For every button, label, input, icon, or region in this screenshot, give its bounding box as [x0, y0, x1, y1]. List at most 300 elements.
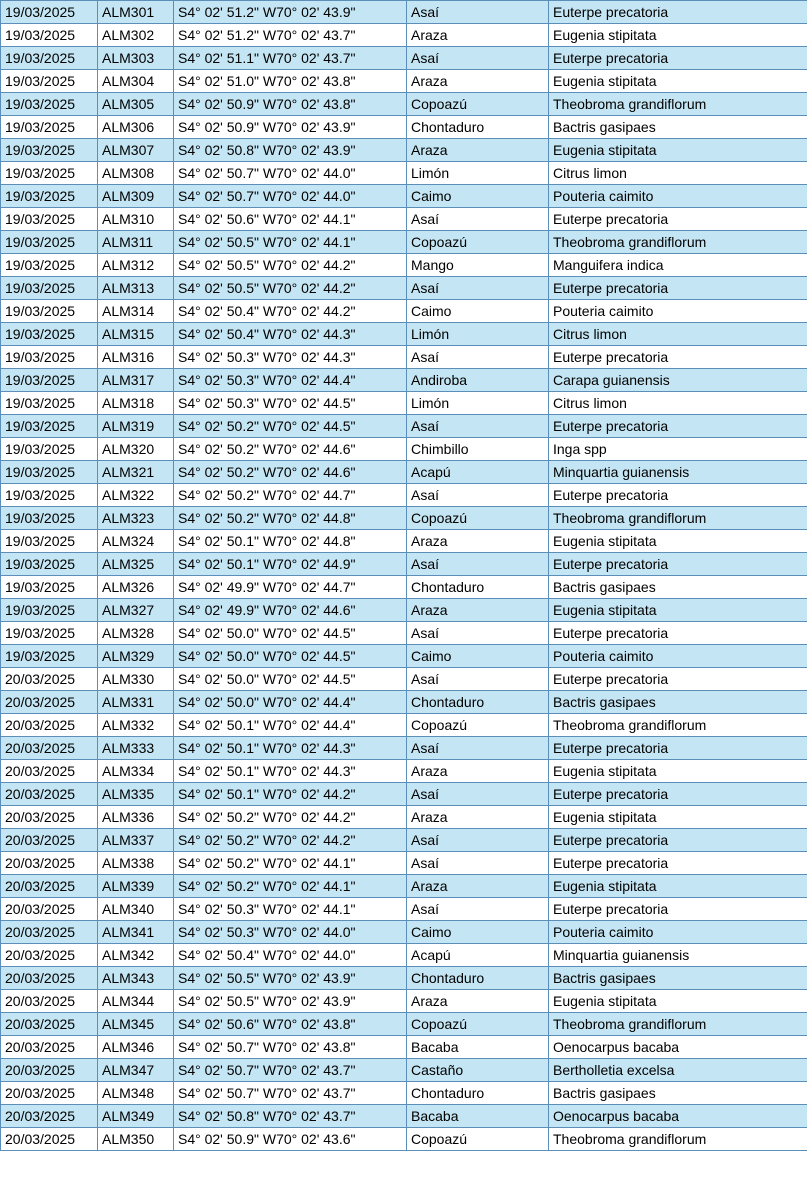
date-cell[interactable]: 20/03/2025	[1, 668, 98, 691]
tree-code-cell[interactable]: ALM302	[98, 24, 174, 47]
table-row	[1, 990, 807, 1013]
tree-code-cell[interactable]: ALM332	[98, 714, 174, 737]
tree-code-cell[interactable]: ALM342	[98, 944, 174, 967]
common-name-cell[interactable]: Bacaba	[407, 1036, 549, 1059]
scientific-name-cell[interactable]: Theobroma grandiflorum	[549, 231, 807, 254]
date-cell[interactable]: 19/03/2025	[1, 70, 98, 93]
common-name-cell[interactable]: Caimo	[407, 921, 549, 944]
tree-code-cell[interactable]: ALM317	[98, 369, 174, 392]
common-name-cell[interactable]: Araza	[407, 990, 549, 1013]
coordinates-cell[interactable]: S4° 02' 50.3" W70° 02' 44.5"	[174, 392, 407, 415]
common-name-cell[interactable]: Bacaba	[407, 1105, 549, 1128]
coordinates-cell[interactable]: S4° 02' 50.8" W70° 02' 43.9"	[174, 139, 407, 162]
scientific-name-cell[interactable]: Carapa guianensis	[549, 369, 807, 392]
coordinates-cell[interactable]: S4° 02' 50.2" W70° 02' 44.2"	[174, 829, 407, 852]
date-cell[interactable]: 20/03/2025	[1, 967, 98, 990]
common-name-cell[interactable]: Asaí	[407, 898, 549, 921]
tree-code-cell[interactable]: ALM325	[98, 553, 174, 576]
common-name-cell[interactable]: Araza	[407, 760, 549, 783]
scientific-name-cell[interactable]: Pouteria caimito	[549, 645, 807, 668]
common-name-cell[interactable]: Chontaduro	[407, 576, 549, 599]
scientific-name-cell[interactable]: Inga spp	[549, 438, 807, 461]
date-cell[interactable]: 19/03/2025	[1, 1, 98, 24]
table-row	[1, 484, 807, 507]
date-cell[interactable]: 19/03/2025	[1, 484, 98, 507]
date-cell[interactable]: 19/03/2025	[1, 93, 98, 116]
date-cell[interactable]: 19/03/2025	[1, 461, 98, 484]
table-body	[1, 1, 807, 1151]
scientific-name-cell[interactable]: Euterpe precatoria	[549, 484, 807, 507]
table-row	[1, 622, 807, 645]
date-cell[interactable]: 20/03/2025	[1, 875, 98, 898]
common-name-cell[interactable]: Acapú	[407, 461, 549, 484]
coordinates-cell[interactable]: S4° 02' 49.9" W70° 02' 44.7"	[174, 576, 407, 599]
scientific-name-cell[interactable]: Eugenia stipitata	[549, 139, 807, 162]
scientific-name-cell[interactable]: Citrus limon	[549, 323, 807, 346]
scientific-name-cell[interactable]: Euterpe precatoria	[549, 415, 807, 438]
scientific-name-cell[interactable]: Minquartia guianensis	[549, 944, 807, 967]
common-name-cell[interactable]: Andiroba	[407, 369, 549, 392]
table-row	[1, 967, 807, 990]
tree-code-cell[interactable]: ALM333	[98, 737, 174, 760]
scientific-name-cell[interactable]: Theobroma grandiflorum	[549, 93, 807, 116]
common-name-cell[interactable]: Asaí	[407, 1, 549, 24]
scientific-name-cell[interactable]: Euterpe precatoria	[549, 277, 807, 300]
date-cell[interactable]: 19/03/2025	[1, 254, 98, 277]
coordinates-cell[interactable]: S4° 02' 50.3" W70° 02' 44.3"	[174, 346, 407, 369]
common-name-cell[interactable]: Araza	[407, 139, 549, 162]
scientific-name-cell[interactable]: Pouteria caimito	[549, 921, 807, 944]
tree-code-cell[interactable]: ALM324	[98, 530, 174, 553]
date-cell[interactable]: 20/03/2025	[1, 1059, 98, 1082]
common-name-cell[interactable]: Chontaduro	[407, 691, 549, 714]
table-row	[1, 300, 807, 323]
coordinates-cell[interactable]: S4° 02' 50.4" W70° 02' 44.2"	[174, 300, 407, 323]
common-name-cell[interactable]: Copoazú	[407, 93, 549, 116]
common-name-cell[interactable]: Araza	[407, 24, 549, 47]
scientific-name-cell[interactable]: Citrus limon	[549, 162, 807, 185]
tree-code-cell[interactable]: ALM320	[98, 438, 174, 461]
common-name-cell[interactable]: Asaí	[407, 622, 549, 645]
coordinates-cell[interactable]: S4° 02' 50.0" W70° 02' 44.5"	[174, 668, 407, 691]
common-name-cell[interactable]: Chontaduro	[407, 967, 549, 990]
tree-code-cell[interactable]: ALM329	[98, 645, 174, 668]
scientific-name-cell[interactable]: Eugenia stipitata	[549, 760, 807, 783]
date-cell[interactable]: 20/03/2025	[1, 691, 98, 714]
date-cell[interactable]: 20/03/2025	[1, 1105, 98, 1128]
common-name-cell[interactable]: Chontaduro	[407, 1082, 549, 1105]
scientific-name-cell[interactable]: Bactris gasipaes	[549, 1082, 807, 1105]
tree-code-cell[interactable]: ALM335	[98, 783, 174, 806]
coordinates-cell[interactable]: S4° 02' 50.9" W70° 02' 43.6"	[174, 1128, 407, 1151]
table-row	[1, 47, 807, 70]
common-name-cell[interactable]: Araza	[407, 530, 549, 553]
common-name-cell[interactable]: Caimo	[407, 645, 549, 668]
coordinates-cell[interactable]: S4° 02' 50.0" W70° 02' 44.4"	[174, 691, 407, 714]
scientific-name-cell[interactable]: Eugenia stipitata	[549, 599, 807, 622]
tree-code-cell[interactable]: ALM307	[98, 139, 174, 162]
tree-code-cell[interactable]: ALM348	[98, 1082, 174, 1105]
common-name-cell[interactable]: Asaí	[407, 668, 549, 691]
coordinates-cell[interactable]: S4° 02' 50.6" W70° 02' 43.8"	[174, 1013, 407, 1036]
common-name-cell[interactable]: Chontaduro	[407, 116, 549, 139]
table-row	[1, 898, 807, 921]
date-cell[interactable]: 20/03/2025	[1, 714, 98, 737]
scientific-name-cell[interactable]: Euterpe precatoria	[549, 553, 807, 576]
date-cell[interactable]: 19/03/2025	[1, 369, 98, 392]
coordinates-cell[interactable]: S4° 02' 50.2" W70° 02' 44.8"	[174, 507, 407, 530]
tree-code-cell[interactable]: ALM345	[98, 1013, 174, 1036]
scientific-name-cell[interactable]: Euterpe precatoria	[549, 346, 807, 369]
table-row	[1, 277, 807, 300]
scientific-name-cell[interactable]: Minquartia guianensis	[549, 461, 807, 484]
table-row	[1, 576, 807, 599]
common-name-cell[interactable]: Asaí	[407, 47, 549, 70]
coordinates-cell[interactable]: S4° 02' 50.1" W70° 02' 44.8"	[174, 530, 407, 553]
date-cell[interactable]: 19/03/2025	[1, 599, 98, 622]
date-cell[interactable]: 20/03/2025	[1, 852, 98, 875]
coordinates-cell[interactable]: S4° 02' 50.6" W70° 02' 44.1"	[174, 208, 407, 231]
tree-code-cell[interactable]: ALM312	[98, 254, 174, 277]
tree-code-cell[interactable]: ALM334	[98, 760, 174, 783]
coordinates-cell[interactable]: S4° 02' 50.2" W70° 02' 44.6"	[174, 461, 407, 484]
coordinates-cell[interactable]: S4° 02' 50.5" W70° 02' 43.9"	[174, 990, 407, 1013]
date-cell[interactable]: 19/03/2025	[1, 346, 98, 369]
table-row	[1, 139, 807, 162]
tree-code-cell[interactable]: ALM313	[98, 277, 174, 300]
coordinates-cell[interactable]: S4° 02' 49.9" W70° 02' 44.6"	[174, 599, 407, 622]
table-row	[1, 1036, 807, 1059]
scientific-name-cell[interactable]: Euterpe precatoria	[549, 737, 807, 760]
tree-code-cell[interactable]: ALM309	[98, 185, 174, 208]
coordinates-cell[interactable]: S4° 02' 50.2" W70° 02' 44.2"	[174, 806, 407, 829]
table-row	[1, 1059, 807, 1082]
common-name-cell[interactable]: Araza	[407, 70, 549, 93]
common-name-cell[interactable]: Limón	[407, 162, 549, 185]
coordinates-cell[interactable]: S4° 02' 50.5" W70° 02' 43.9"	[174, 967, 407, 990]
date-cell[interactable]: 19/03/2025	[1, 415, 98, 438]
date-cell[interactable]: 19/03/2025	[1, 645, 98, 668]
scientific-name-cell[interactable]: Eugenia stipitata	[549, 875, 807, 898]
table-row	[1, 944, 807, 967]
date-cell[interactable]: 19/03/2025	[1, 231, 98, 254]
date-cell[interactable]: 19/03/2025	[1, 323, 98, 346]
coordinates-cell[interactable]: S4° 02' 50.7" W70° 02' 43.7"	[174, 1082, 407, 1105]
coordinates-cell[interactable]: S4° 02' 50.2" W70° 02' 44.6"	[174, 438, 407, 461]
tree-code-cell[interactable]: ALM346	[98, 1036, 174, 1059]
tree-code-cell[interactable]: ALM301	[98, 1, 174, 24]
coordinates-cell[interactable]: S4° 02' 50.7" W70° 02' 43.8"	[174, 1036, 407, 1059]
table-row	[1, 691, 807, 714]
scientific-name-cell[interactable]: Eugenia stipitata	[549, 24, 807, 47]
scientific-name-cell[interactable]: Eugenia stipitata	[549, 70, 807, 93]
table-row	[1, 1128, 807, 1151]
scientific-name-cell[interactable]: Manguifera indica	[549, 254, 807, 277]
common-name-cell[interactable]: Asaí	[407, 553, 549, 576]
common-name-cell[interactable]: Mango	[407, 254, 549, 277]
scientific-name-cell[interactable]: Bactris gasipaes	[549, 576, 807, 599]
scientific-name-cell[interactable]: Theobroma grandiflorum	[549, 1128, 807, 1151]
date-cell[interactable]: 19/03/2025	[1, 139, 98, 162]
tree-code-cell[interactable]: ALM344	[98, 990, 174, 1013]
date-cell[interactable]: 20/03/2025	[1, 737, 98, 760]
table-row	[1, 461, 807, 484]
scientific-name-cell[interactable]: Euterpe precatoria	[549, 898, 807, 921]
date-cell[interactable]: 19/03/2025	[1, 438, 98, 461]
date-cell[interactable]: 20/03/2025	[1, 806, 98, 829]
coordinates-cell[interactable]: S4° 02' 50.7" W70° 02' 43.7"	[174, 1059, 407, 1082]
tree-code-cell[interactable]: ALM350	[98, 1128, 174, 1151]
table-row	[1, 392, 807, 415]
tree-code-cell[interactable]: ALM321	[98, 461, 174, 484]
table-row	[1, 70, 807, 93]
date-cell[interactable]: 20/03/2025	[1, 1082, 98, 1105]
common-name-cell[interactable]: Caimo	[407, 300, 549, 323]
scientific-name-cell[interactable]: Euterpe precatoria	[549, 829, 807, 852]
coordinates-cell[interactable]: S4° 02' 51.2" W70° 02' 43.9"	[174, 1, 407, 24]
date-cell[interactable]: 19/03/2025	[1, 24, 98, 47]
date-cell[interactable]: 19/03/2025	[1, 553, 98, 576]
common-name-cell[interactable]: Copoazú	[407, 507, 549, 530]
common-name-cell[interactable]: Asaí	[407, 484, 549, 507]
date-cell[interactable]: 19/03/2025	[1, 185, 98, 208]
tree-code-cell[interactable]: ALM322	[98, 484, 174, 507]
tree-code-cell[interactable]: ALM341	[98, 921, 174, 944]
table-row	[1, 185, 807, 208]
table-row	[1, 760, 807, 783]
scientific-name-cell[interactable]: Bactris gasipaes	[549, 967, 807, 990]
common-name-cell[interactable]: Asaí	[407, 783, 549, 806]
table-row	[1, 323, 807, 346]
scientific-name-cell[interactable]: Euterpe precatoria	[549, 47, 807, 70]
coordinates-cell[interactable]: S4° 02' 50.9" W70° 02' 43.8"	[174, 93, 407, 116]
coordinates-cell[interactable]: S4° 02' 50.7" W70° 02' 44.0"	[174, 185, 407, 208]
date-cell[interactable]: 19/03/2025	[1, 300, 98, 323]
coordinates-cell[interactable]: S4° 02' 50.1" W70° 02' 44.9"	[174, 553, 407, 576]
tree-code-cell[interactable]: ALM327	[98, 599, 174, 622]
table-row	[1, 737, 807, 760]
date-cell[interactable]: 19/03/2025	[1, 530, 98, 553]
tree-code-cell[interactable]: ALM316	[98, 346, 174, 369]
tree-code-cell[interactable]: ALM349	[98, 1105, 174, 1128]
coordinates-cell[interactable]: S4° 02' 50.8" W70° 02' 43.7"	[174, 1105, 407, 1128]
table-row	[1, 231, 807, 254]
table-row	[1, 415, 807, 438]
tree-code-cell[interactable]: ALM337	[98, 829, 174, 852]
table-row	[1, 530, 807, 553]
coordinates-cell[interactable]: S4° 02' 50.2" W70° 02' 44.1"	[174, 875, 407, 898]
tree-code-cell[interactable]: ALM303	[98, 47, 174, 70]
common-name-cell[interactable]: Asaí	[407, 737, 549, 760]
common-name-cell[interactable]: Limón	[407, 392, 549, 415]
common-name-cell[interactable]: Asaí	[407, 208, 549, 231]
common-name-cell[interactable]: Araza	[407, 875, 549, 898]
table-row	[1, 438, 807, 461]
common-name-cell[interactable]: Limón	[407, 323, 549, 346]
common-name-cell[interactable]: Chimbillo	[407, 438, 549, 461]
scientific-name-cell[interactable]: Theobroma grandiflorum	[549, 714, 807, 737]
scientific-name-cell[interactable]: Oenocarpus bacaba	[549, 1036, 807, 1059]
coordinates-cell[interactable]: S4° 02' 50.2" W70° 02' 44.1"	[174, 852, 407, 875]
date-cell[interactable]: 19/03/2025	[1, 392, 98, 415]
tree-code-cell[interactable]: ALM304	[98, 70, 174, 93]
scientific-name-cell[interactable]: Euterpe precatoria	[549, 783, 807, 806]
coordinates-cell[interactable]: S4° 02' 50.3" W70° 02' 44.0"	[174, 921, 407, 944]
table-row	[1, 875, 807, 898]
date-cell[interactable]: 19/03/2025	[1, 47, 98, 70]
date-cell[interactable]: 20/03/2025	[1, 921, 98, 944]
table-row	[1, 806, 807, 829]
date-cell[interactable]: 19/03/2025	[1, 208, 98, 231]
common-name-cell[interactable]: Asaí	[407, 415, 549, 438]
date-cell[interactable]: 19/03/2025	[1, 116, 98, 139]
table-row	[1, 921, 807, 944]
tree-code-cell[interactable]: ALM328	[98, 622, 174, 645]
tree-code-cell[interactable]: ALM323	[98, 507, 174, 530]
table-row	[1, 254, 807, 277]
scientific-name-cell[interactable]: Eugenia stipitata	[549, 990, 807, 1013]
scientific-name-cell[interactable]: Bactris gasipaes	[549, 691, 807, 714]
table-row	[1, 645, 807, 668]
coordinates-cell[interactable]: S4° 02' 50.3" W70° 02' 44.1"	[174, 898, 407, 921]
coordinates-cell[interactable]: S4° 02' 50.7" W70° 02' 44.0"	[174, 162, 407, 185]
scientific-name-cell[interactable]: Bactris gasipaes	[549, 116, 807, 139]
date-cell[interactable]: 20/03/2025	[1, 1036, 98, 1059]
coordinates-cell[interactable]: S4° 02' 50.0" W70° 02' 44.5"	[174, 622, 407, 645]
tree-code-cell[interactable]: ALM311	[98, 231, 174, 254]
table-row	[1, 553, 807, 576]
tree-code-cell[interactable]: ALM336	[98, 806, 174, 829]
table-row	[1, 599, 807, 622]
table-row	[1, 507, 807, 530]
coordinates-cell[interactable]: S4° 02' 50.5" W70° 02' 44.2"	[174, 277, 407, 300]
coordinates-cell[interactable]: S4° 02' 50.1" W70° 02' 44.4"	[174, 714, 407, 737]
coordinates-cell[interactable]: S4° 02' 50.1" W70° 02' 44.3"	[174, 760, 407, 783]
tree-code-cell[interactable]: ALM306	[98, 116, 174, 139]
common-name-cell[interactable]: Acapú	[407, 944, 549, 967]
date-cell[interactable]: 20/03/2025	[1, 783, 98, 806]
coordinates-cell[interactable]: S4° 02' 50.1" W70° 02' 44.3"	[174, 737, 407, 760]
table-row	[1, 1, 807, 24]
table-row	[1, 162, 807, 185]
scientific-name-cell[interactable]: Eugenia stipitata	[549, 530, 807, 553]
common-name-cell[interactable]: Araza	[407, 806, 549, 829]
date-cell[interactable]: 19/03/2025	[1, 507, 98, 530]
common-name-cell[interactable]: Copoazú	[407, 1013, 549, 1036]
scientific-name-cell[interactable]: Pouteria caimito	[549, 185, 807, 208]
tree-code-cell[interactable]: ALM347	[98, 1059, 174, 1082]
coordinates-cell[interactable]: S4° 02' 51.1" W70° 02' 43.7"	[174, 47, 407, 70]
tree-code-cell[interactable]: ALM340	[98, 898, 174, 921]
tree-code-cell[interactable]: ALM314	[98, 300, 174, 323]
scientific-name-cell[interactable]: Euterpe precatoria	[549, 668, 807, 691]
coordinates-cell[interactable]: S4° 02' 50.2" W70° 02' 44.5"	[174, 415, 407, 438]
table-row	[1, 24, 807, 47]
table-row	[1, 829, 807, 852]
table-row	[1, 668, 807, 691]
tree-code-cell[interactable]: ALM308	[98, 162, 174, 185]
table-row	[1, 346, 807, 369]
coordinates-cell[interactable]: S4° 02' 50.5" W70° 02' 44.2"	[174, 254, 407, 277]
common-name-cell[interactable]: Asaí	[407, 829, 549, 852]
date-cell[interactable]: 20/03/2025	[1, 829, 98, 852]
tree-code-cell[interactable]: ALM330	[98, 668, 174, 691]
date-cell[interactable]: 19/03/2025	[1, 162, 98, 185]
tree-code-cell[interactable]: ALM305	[98, 93, 174, 116]
coordinates-cell[interactable]: S4° 02' 50.2" W70° 02' 44.7"	[174, 484, 407, 507]
tree-code-cell[interactable]: ALM315	[98, 323, 174, 346]
scientific-name-cell[interactable]: Oenocarpus bacaba	[549, 1105, 807, 1128]
table-row	[1, 1013, 807, 1036]
tree-code-cell[interactable]: ALM338	[98, 852, 174, 875]
date-cell[interactable]: 19/03/2025	[1, 576, 98, 599]
common-name-cell[interactable]: Asaí	[407, 852, 549, 875]
scientific-name-cell[interactable]: Eugenia stipitata	[549, 806, 807, 829]
table-row	[1, 116, 807, 139]
tree-code-cell[interactable]: ALM319	[98, 415, 174, 438]
coordinates-cell[interactable]: S4° 02' 50.3" W70° 02' 44.4"	[174, 369, 407, 392]
table-row	[1, 1082, 807, 1105]
tree-code-cell[interactable]: ALM343	[98, 967, 174, 990]
coordinates-cell[interactable]: S4° 02' 50.1" W70° 02' 44.2"	[174, 783, 407, 806]
scientific-name-cell[interactable]: Pouteria caimito	[549, 300, 807, 323]
date-cell[interactable]: 20/03/2025	[1, 1013, 98, 1036]
coordinates-cell[interactable]: S4° 02' 51.2" W70° 02' 43.7"	[174, 24, 407, 47]
coordinates-cell[interactable]: S4° 02' 50.5" W70° 02' 44.1"	[174, 231, 407, 254]
coordinates-cell[interactable]: S4° 02' 50.9" W70° 02' 43.9"	[174, 116, 407, 139]
date-cell[interactable]: 20/03/2025	[1, 760, 98, 783]
date-cell[interactable]: 20/03/2025	[1, 898, 98, 921]
tree-code-cell[interactable]: ALM318	[98, 392, 174, 415]
table-row	[1, 369, 807, 392]
tree-code-cell[interactable]: ALM310	[98, 208, 174, 231]
table-row	[1, 714, 807, 737]
table-row	[1, 852, 807, 875]
coordinates-cell[interactable]: S4° 02' 50.0" W70° 02' 44.5"	[174, 645, 407, 668]
common-name-cell[interactable]: Copoazú	[407, 714, 549, 737]
coordinates-cell[interactable]: S4° 02' 50.4" W70° 02' 44.0"	[174, 944, 407, 967]
date-cell[interactable]: 19/03/2025	[1, 622, 98, 645]
common-name-cell[interactable]: Castaño	[407, 1059, 549, 1082]
common-name-cell[interactable]: Asaí	[407, 277, 549, 300]
coordinates-cell[interactable]: S4° 02' 50.4" W70° 02' 44.3"	[174, 323, 407, 346]
common-name-cell[interactable]: Copoazú	[407, 231, 549, 254]
scientific-name-cell[interactable]: Euterpe precatoria	[549, 1, 807, 24]
scientific-name-cell[interactable]: Euterpe precatoria	[549, 852, 807, 875]
date-cell[interactable]: 19/03/2025	[1, 277, 98, 300]
scientific-name-cell[interactable]: Bertholletia excelsa	[549, 1059, 807, 1082]
date-cell[interactable]: 20/03/2025	[1, 990, 98, 1013]
tree-code-cell[interactable]: ALM331	[98, 691, 174, 714]
scientific-name-cell[interactable]: Citrus limon	[549, 392, 807, 415]
scientific-name-cell[interactable]: Theobroma grandiflorum	[549, 1013, 807, 1036]
scientific-name-cell[interactable]: Euterpe precatoria	[549, 622, 807, 645]
scientific-name-cell[interactable]: Theobroma grandiflorum	[549, 507, 807, 530]
date-cell[interactable]: 20/03/2025	[1, 1128, 98, 1151]
date-cell[interactable]: 20/03/2025	[1, 944, 98, 967]
table-row	[1, 208, 807, 231]
coordinates-cell[interactable]: S4° 02' 51.0" W70° 02' 43.8"	[174, 70, 407, 93]
common-name-cell[interactable]: Copoazú	[407, 1128, 549, 1151]
common-name-cell[interactable]: Araza	[407, 599, 549, 622]
table-row	[1, 783, 807, 806]
tree-code-cell[interactable]: ALM339	[98, 875, 174, 898]
scientific-name-cell[interactable]: Euterpe precatoria	[549, 208, 807, 231]
common-name-cell[interactable]: Caimo	[407, 185, 549, 208]
tree-code-cell[interactable]: ALM326	[98, 576, 174, 599]
table-row	[1, 93, 807, 116]
common-name-cell[interactable]: Asaí	[407, 346, 549, 369]
